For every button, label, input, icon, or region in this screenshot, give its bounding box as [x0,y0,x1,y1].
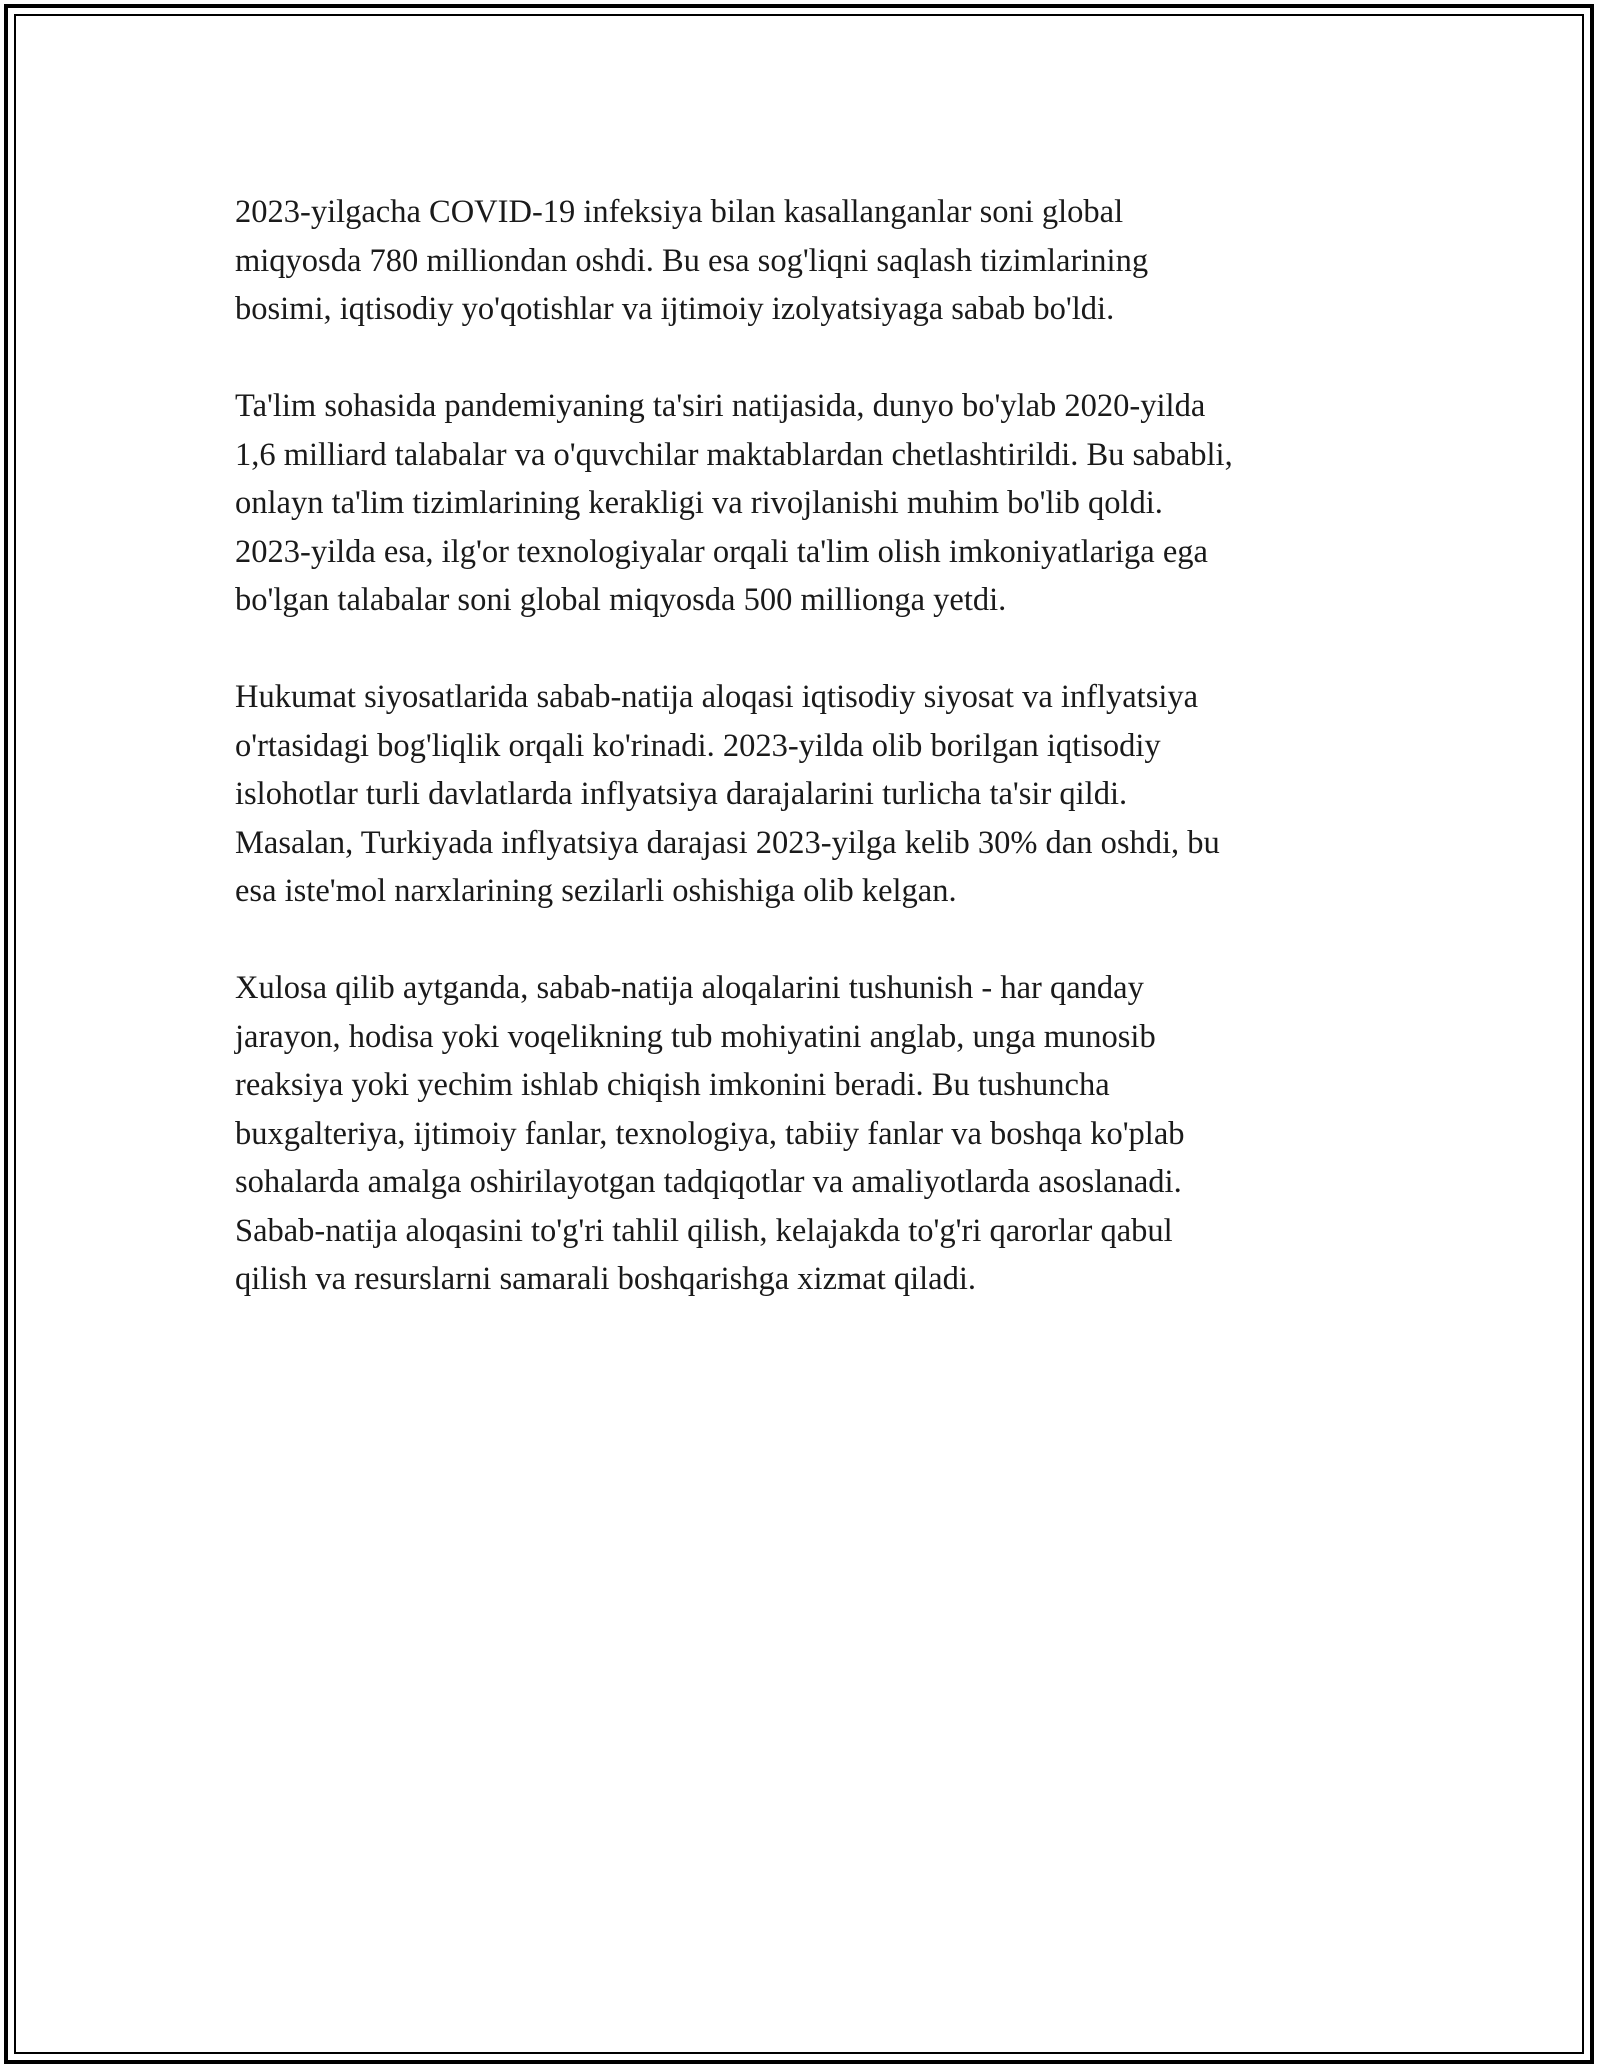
document-body [235,188,1395,1352]
paragraph-education: Ta'lim sohasida pandemiyaning ta'siri natijasida, dunyo bo'ylab 2020-yilda 1,6 milliard talabalar va o'quvchilar maktablardan chetlashtirildi. Bu sababli, onlayn ta'lim tizimlarining kerakligi va rivojlanishi muhim bo'lib qoldi. 2023-yilda esa, ilg'or texnologiyalar orqali ta'lim olish imkoniyatlariga ega bo'lgan talabalar soni global miqyosda 500 millionga yetdi. [235,388,1233,618]
paragraph-conclusion: Xulosa qilib aytganda, sabab-natija aloqalarini tushunish - har qanday jarayon, hodisa yoki voqelikning tub mohiyatini anglab, unga munosib reaksiya yoki yechim ishlab chiqish imkonini beradi. Bu tushuncha buxgalteriya, ijtimoiy fanlar, texnologiya, tabiiy fanlar va boshqa ko'plab sohalarda amalga oshirilayotgan tadqiqotlar va amaliyotlarda asoslanadi. Sabab-natija aloqasini to'g'ri tahlil qilish, kelajakda to'g'ri qarorlar qabul qilish va resurslarni samarali boshqarishga xizmat qiladi. [235,970,1185,1297]
paragraph-government-policy: Hukumat siyosatlarida sabab-natija aloqasi iqtisodiy siyosat va inflyatsiya o'rtasidagi bog'liqlik orqali ko'rinadi. 2023-yilda olib borilgan iqtisodiy islohotlar turli davlatlarda inflyatsiya darajalarini turlicha ta'sir qildi. Masalan, Turkiyada inflyatsiya darajasi 2023-yilga kelib 30% dan oshdi, bu esa iste'mol narxlarining sezilarli oshishiga olib kelgan. [235,679,1220,909]
paragraph-covid: 2023-yilgacha COVID-19 infeksiya bilan kasallanganlar soni global miqyosda 780 milliondan oshdi. Bu esa sog'liqni saqlash tizimlarining bosimi, iqtisodiy yo'qotishlar va ijtimoiy izolyatsiyaga sabab bo'ldi. [235,194,1149,327]
